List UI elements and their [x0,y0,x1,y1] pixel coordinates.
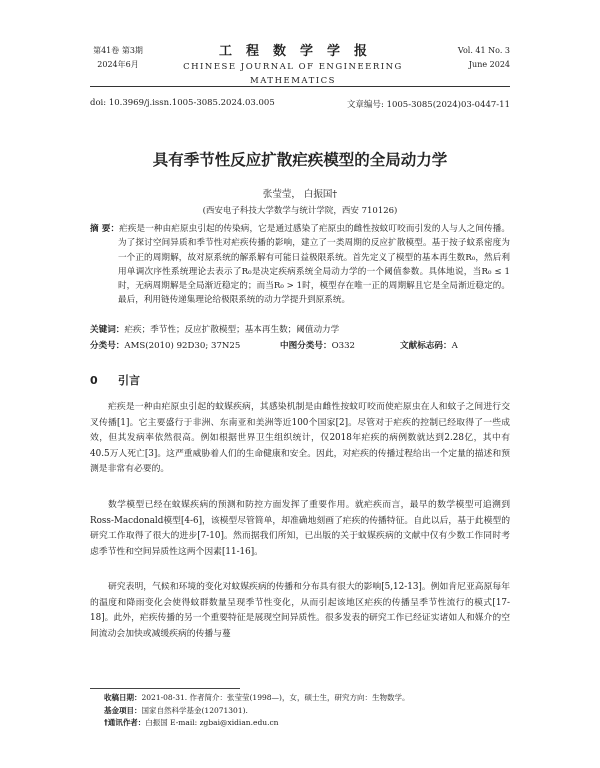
clc-label: 中图分类号： [280,341,332,351]
journal-header [90,44,510,84]
paragraph-text: 数学模型已经在蚊媒疾病的预测和防控方面发挥了重要作用。就疟疾而言，最早的数学模型可追溯到Ross-Macdonald模型[4-6]，该模型尽管简单，却准确地刻画了疟疾的传播特征。自此以后，基于此模型的研究工作取得了很大的进步[7-10]。然而据我们所知，已出版的关于蚊媒疾病的文献中仅有少数工作同时考虑季节性和空间异质性这两个因素[11-16]。 [90,500,510,557]
ams-classification [90,339,240,351]
cls-label: 分类号： [90,341,125,351]
abstract-label: 摘 要： [90,224,120,234]
keywords-label: 关键词： [90,325,125,335]
body-paragraph-3 [90,580,510,642]
classification-row [90,339,510,353]
article-number: 文章编号: 1005-3085(2024)03-0447-11 [347,100,510,110]
authors: 张莹莹， 白振国† [262,189,338,200]
affiliation: (西安电子科技大学数学与统计学院，西安 710126) [202,206,398,216]
abstract [90,222,510,308]
cls-value: AMS(2010) 92D30; 37N25 [124,341,241,351]
keywords-text: 疟疾；季节性；反应扩散模型；基本再生数；阈值动力学 [124,325,340,335]
header-right [440,44,510,72]
fund-label: 基金项目： [104,705,142,715]
keywords [90,323,510,335]
footnote-fund [104,705,510,718]
code-label: 文献标志码： [400,341,452,351]
section-heading [90,372,140,388]
body-paragraph-1 [90,400,510,478]
clc-classification [280,339,355,351]
section-number: 0 [90,374,98,387]
date-en: June 2024 [468,60,510,69]
body-paragraph-2 [90,498,510,560]
corr-text: 白振国 E-mail: zgbai@xidian.edu.cn [145,718,279,727]
abstract-body [90,222,510,308]
footnote-corresponding [104,717,510,730]
code-value: A [451,341,458,351]
volume-cn: 第41卷 第3期 [93,46,143,55]
footnote-received [104,692,510,705]
doi: doi: 10.3969/j.issn.1005-3085.2024.03.005 [90,98,275,108]
received-text: 2021-08-31. 作者简介：张莹莹(1998—)，女，硕士生，研究方向：生物数学。 [141,693,410,702]
paragraph-text: 研究表明，气候和环境的变化对蚊媒疾病的传播和分布具有很大的影响[5,12-13]。例如肯尼亚高原每年的温度和降雨变化会使得蚊群数量呈现季节性变化，从而引起该地区疟疾的传播呈季节性流行的模式[17-18]。此外，疟疾传播的另一个重要特征是展现空间异质性。很多发表的研究工作已经证实诸如人和媒介的空间流动会加快或减缓疾病的传播与蔓 [90,582,510,639]
document-code [400,339,458,351]
footnote-rule [90,688,240,689]
clc-value: O332 [331,341,356,351]
section-title: 引言 [118,374,140,387]
date-cn: 2024年6月 [97,60,139,69]
journal-name-en: CHINESE JOURNAL OF ENGINEERING MATHEMATICS [183,62,403,86]
header-left [90,44,146,72]
received-label: 收稿日期： [104,693,142,702]
corr-label: †通讯作者： [104,718,146,727]
header-rule [90,86,510,87]
fund-text: 国家自然科学基金(12071301). [141,705,248,715]
header-center [150,44,436,88]
journal-name-cn: 工程数学学报 [218,44,381,59]
volume-en: Vol. 41 No. 3 [457,46,510,55]
paper-title: 具有季节性反应扩散疟疾模型的全局动力学 [152,151,448,169]
footnotes [104,692,510,730]
paragraph-text: 疟疾是一种由疟原虫引起的蚊媒疾病，其感染机制是由雌性按蚊叮咬而使疟原虫在人和蚊子之间进行交叉传播[1]。它主要盛行于非洲、东南亚和美洲等近100个国家[2]。尽管对于疟疾的控制已经取得了一些成效，但其发病率依然很高。例如根据世界卫生组织统计，仅2018年疟疾的病例数就达到2.28亿，其中有40.5万人死亡[3]。这严重威胁着人们的生命健康和安全。因此，对疟疾的传播过程给出一个定量的描述和预测是非常有必要的。 [90,402,510,474]
abstract-text: 疟疾是一种由疟原虫引起的传染病，它是通过感染了疟原虫的雌性按蚊叮咬而引发的人与人之间传播。为了探讨空间异质和季节性对疟疾传播的影响，建立了一类周期的反应扩散模型。基于按子蚊系密度为一个正的周期解，故对原系统的解系解有可能日益极限系统。首先定义了模型的基本再生数R₀，然后利用单调次序性系统理论去表示了R₀是决定疾病系统全局动力学的一个阈值参数。具体地说，当R₀ ≤ 1时，无病周期解是全局渐近稳定的；而当R₀ > 1时，模型存在唯一正的周期解且它是全局渐近稳定的。最后，利用链传递集理论给极限系统的动力学提升到原系统。 [118,224,510,306]
